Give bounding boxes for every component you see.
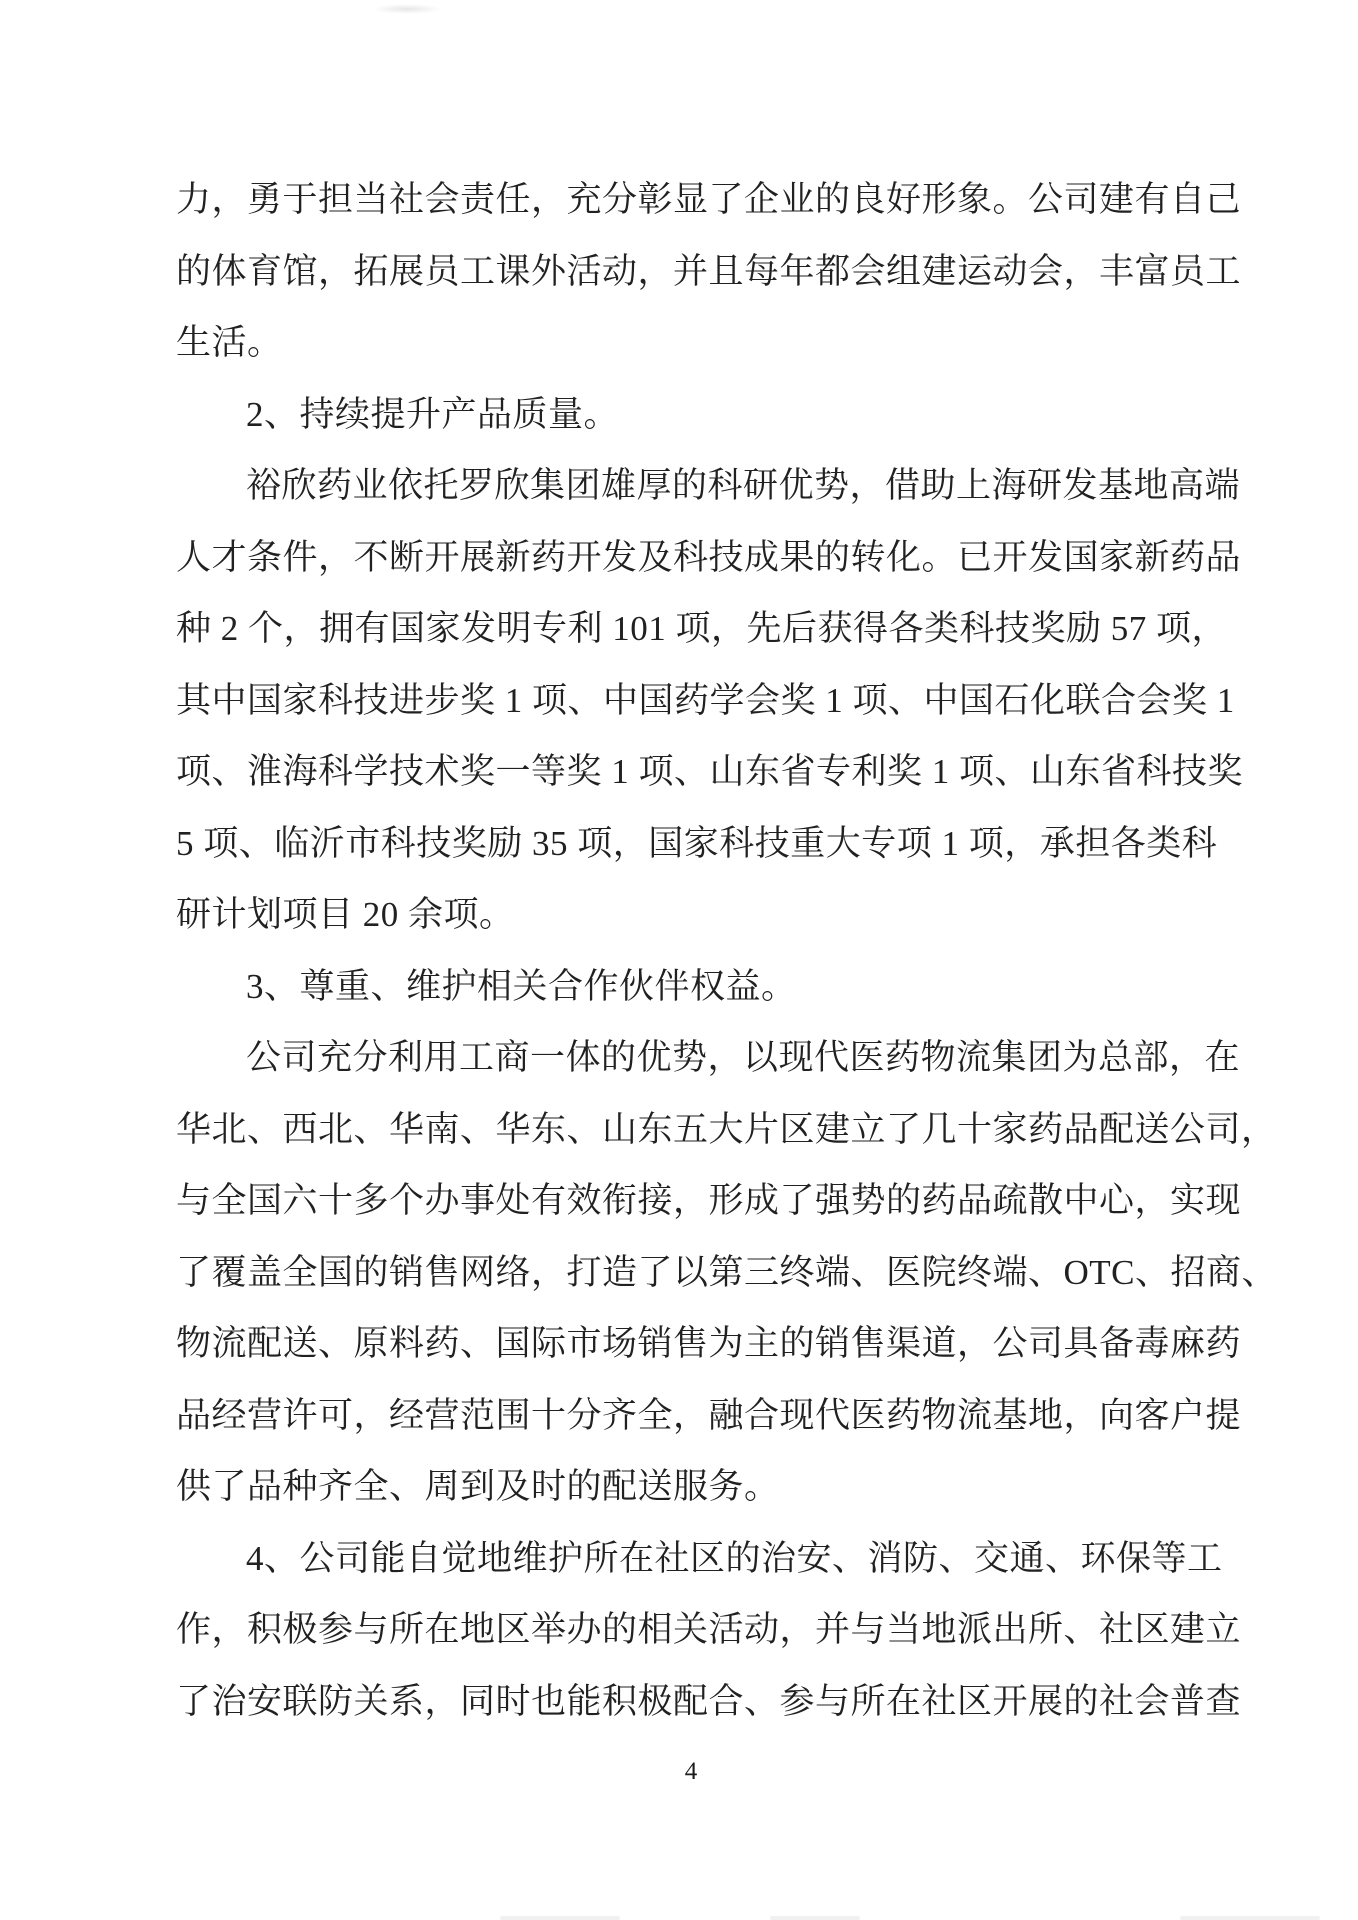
text-line: 生活。 xyxy=(176,323,283,362)
scan-artifact xyxy=(770,1916,860,1920)
text-line: 供了品种齐全、周到及时的配送服务。 xyxy=(176,1467,780,1506)
text-line: 与全国六十多个办事处有效衔接，形成了强势的药品疏散中心，实现 xyxy=(176,1181,1242,1220)
text-line-heading-3: 3、尊重、维护相关合作伙伴权益。 xyxy=(246,966,797,1006)
text-line: 作，积极参与所在地区举办的相关活动，并与当地派出所、社区建立 xyxy=(176,1610,1242,1649)
text-line: 了治安联防关系，同时也能积极配合、参与所在社区开展的社会普查 xyxy=(176,1681,1242,1721)
text-line: 力，勇于担当社会责任，充分彰显了企业的良好形象。公司建有自己 xyxy=(176,180,1242,219)
text-line: 裕欣药业依托罗欣集团雄厚的科研优势，借助上海研发基地高端 xyxy=(246,466,1241,505)
text-line: 华北、西北、华南、华东、山东五大片区建立了几十家药品配送公司， xyxy=(176,1109,1277,1149)
text-line: 公司充分利用工商一体的优势，以现代医药物流集团为总部，在 xyxy=(246,1038,1241,1077)
text-line: 了覆盖全国的销售网络，打造了以第三终端、医院终端、OTC、招商、 xyxy=(176,1252,1278,1292)
text-line: 研计划项目 20 余项。 xyxy=(176,895,515,934)
text-line-heading-4: 4、公司能自觉地维护所在社区的治安、消防、交通、环保等工 xyxy=(246,1538,1223,1578)
scan-artifact xyxy=(1180,1916,1320,1920)
text-line-heading-2: 2、持续提升产品质量。 xyxy=(246,394,620,434)
text-line: 品经营许可，经营范围十分齐全，融合现代医药物流基地，向客户提 xyxy=(176,1395,1242,1435)
text-line: 5 项、临沂市科技奖励 35 项，国家科技重大专项 1 项，承担各类科 xyxy=(176,823,1218,863)
document-body xyxy=(176,164,1278,1737)
text-line: 的体育馆，拓展员工课外活动，并且每年都会组建运动会，丰富员工 xyxy=(176,251,1242,291)
text-line: 种 2 个，拥有国家发明专利 101 项，先后获得各类科技奖励 57 项， xyxy=(176,609,1228,648)
text-line: 物流配送、原料药、国际市场销售为主的销售渠道，公司具备毒麻药 xyxy=(176,1324,1242,1363)
scan-artifact xyxy=(372,4,442,14)
text-line: 项、淮海科学技术奖一等奖 1 项、山东省专利奖 1 项、山东省科技奖 xyxy=(176,752,1244,791)
scan-artifact xyxy=(500,1916,620,1920)
page-number: 4 xyxy=(684,1758,698,1785)
text-line: 其中国家科技进步奖 1 项、中国药学会奖 1 项、中国石化联合会奖 1 xyxy=(176,680,1235,720)
text-line: 人才条件，不断开展新药开发及科技成果的转化。已开发国家新药品 xyxy=(176,537,1242,577)
